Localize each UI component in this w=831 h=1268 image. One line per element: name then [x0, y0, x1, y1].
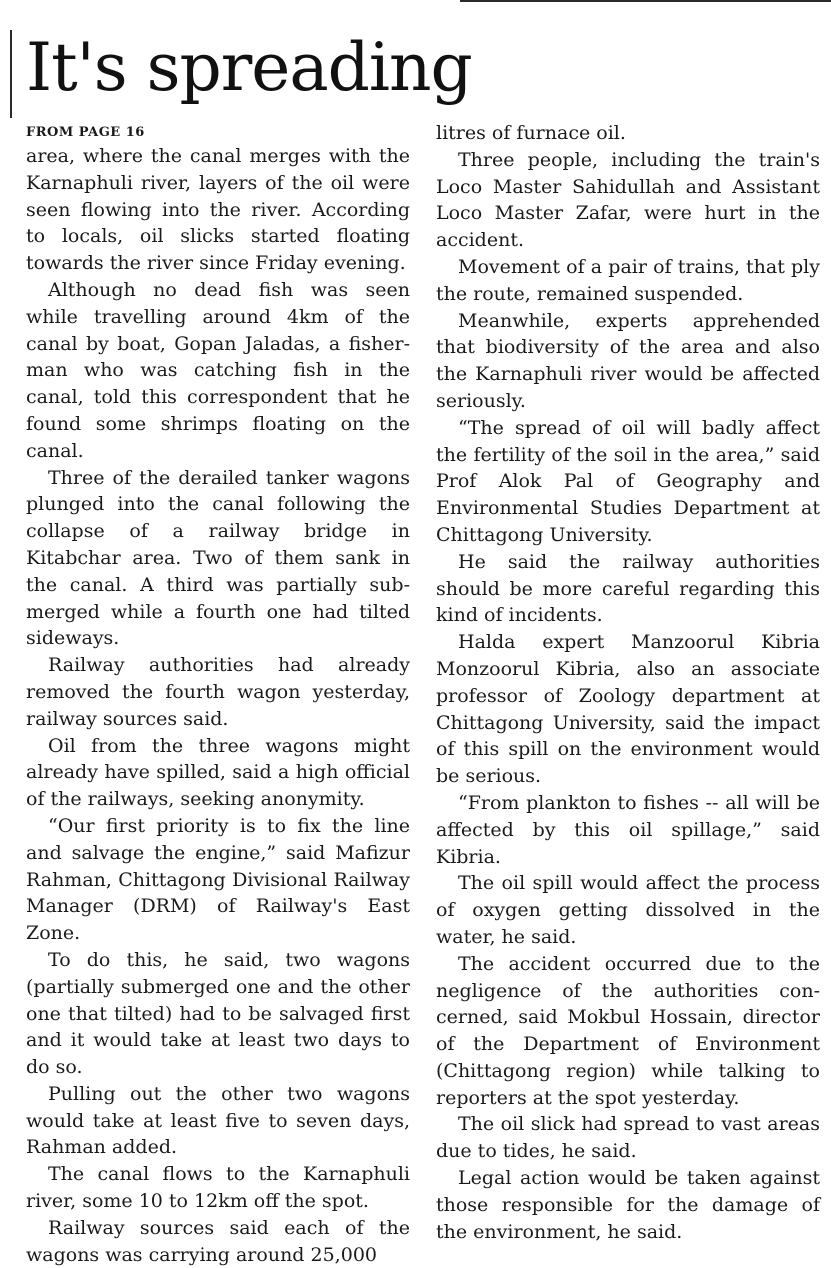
headline: It's spreading	[26, 29, 472, 106]
left-column	[26, 120, 410, 1268]
paragraph: Although no dead fish was seen while travelling around 4km of the canal by boat, Gopan Jaladas, a fisherman who was catching fish in the canal, told this correspondent that he found some shrimps floating on the canal.	[26, 278, 410, 462]
paragraph: Oil from the three wagons might already have spilled, said a high official of the railways, seeking anonymity.	[26, 734, 410, 811]
paragraph: Three people, including the train's Loco Master Sahidullah and Assistant Loco Master Zafar, were hurt in the accident.	[436, 148, 820, 252]
paragraph: Pulling out the other two wagons would take at least five to seven days, Rahman added.	[26, 1082, 410, 1159]
paragraph: “Our first priority is to fix the line and salvage the engine,” said Mafizur Rahman, Chittagong Divisional Railway Manager (DRM) of Railway's East Zone.	[26, 814, 410, 945]
paragraph: He said the railway authorities should be more careful regarding this kind of incidents.	[436, 550, 820, 627]
paragraph: Railway authorities had already removed the fourth wagon yesterday, railway sources said.	[26, 654, 410, 730]
kicker: FROM PAGE 16	[26, 125, 145, 140]
paragraph: “The spread of oil will badly affect the fertility of the soil in the area,” said Prof Alok Pal of Geography and Environmental Studies Department at Chittagong University.	[436, 416, 820, 546]
paragraph: Halda expert Manzoorul Kibria Monzoorul Kibria, also an associate professor of Zoology department at Chittagong University, said the impact of this spill on the environment would be serious.	[436, 631, 820, 788]
right-column	[436, 120, 820, 1245]
paragraph: Three of the derailed tanker wagons plunged into the canal following the collapse of a railway bridge in Kitabchar area. Two of them sank in the canal. A third was partially submerged while a fourth one had tilted sideways.	[26, 466, 410, 650]
top-rule	[460, 0, 831, 2]
paragraph: The canal flows to the Karnaphuli river, some 10 to 12km off the spot.	[26, 1163, 410, 1213]
paragraph: Meanwhile, experts apprehended that biodiversity of the area and also the Karnaphuli river would be affected seriously.	[436, 309, 820, 412]
paragraph: Movement of a pair of trains, that ply the route, remained suspended.	[436, 255, 820, 305]
paragraph: “From plankton to fishes -- all will be affected by this oil spillage,” said Kibria.	[436, 791, 820, 868]
paragraph: To do this, he said, two wagons (partially submerged one and the other one that tilted) had to be salvaged first and it would take at least two days to do so.	[26, 948, 410, 1079]
paragraph: Legal action would be taken against those responsible for the damage of the environment, he said.	[436, 1167, 820, 1243]
paragraph: The oil spill would affect the process of oxygen getting dissolved in the water, he said.	[436, 872, 820, 948]
paragraph: Railway sources said each of the wagons was carrying around 25,000	[26, 1216, 410, 1266]
paragraph: area, where the canal merges with the Karnaphuli river, layers of the oil were seen flowing into the river. According to locals, oil slicks started floating towards the river since Friday evening.	[26, 145, 410, 275]
paragraph: The oil slick had spread to vast areas due to tides, he said.	[436, 1113, 820, 1163]
headline-rule	[10, 30, 12, 118]
paragraph: litres of furnace oil.	[436, 122, 626, 144]
paragraph: The accident occurred due to the negligence of the authorities concerned, said Mokbul Hossain, director of the Department of Environment (Chittagong region) while talking to reporters at the spot yesterday.	[436, 952, 820, 1109]
